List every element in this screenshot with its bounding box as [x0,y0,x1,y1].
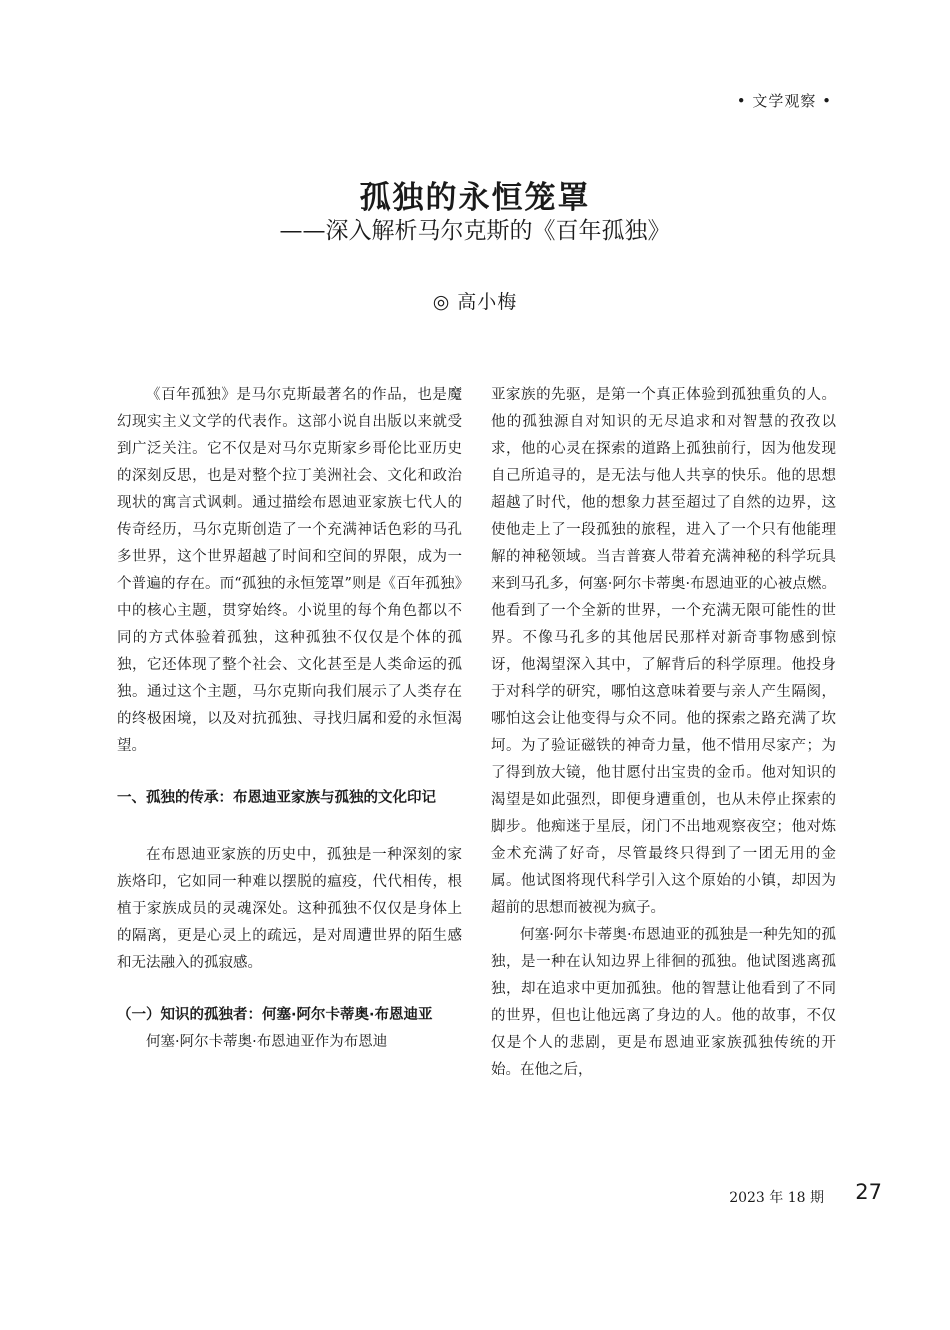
article-author: ◎ 高小梅 [432,291,518,313]
right-paragraph: 何塞·阿尔卡蒂奥·布恩迪亚的孤独是一种先知的孤独，是一种在认知边界上徘徊的孤独。他试图逃离孤独，却在追求中更加孤独。他的智慧让他看到了不同的世界，但也让他远离了身边的人。他的故事，不仅仅是个人的悲剧，更是布恩迪亚家族孤独传统的开始。在他之后， [491,927,836,1078]
intro-paragraph: 《百年孤独》是马尔克斯最著名的作品，也是魔幻现实主义文学的代表作。这部小说自出版以来就受到广泛关注。它不仅是对马尔克斯家乡哥伦比亚历史的深刻反思，也是对整个拉丁美洲社会、文化和政治现状的寓言式讽刺。通过描绘布恩迪亚家族七代人的传奇经历，马尔克斯创造了一个充满神话色彩的马孔多世界，这个世界超越了时间和空间的界限，成为一个普遍的存在。而“孤独的永恒笼罩”则是《百年孤独》中的核心主题，贯穿始终。小说里的每个角色都以不同的方式体验着孤独，这种孤独不仅仅是个体的孤独，它还体现了整个社会、文化甚至是人类命运的孤独。通过这个主题，马尔克斯向我们展示了人类存在的终极困境，以及对抗孤独、寻找归属和爱的永恒渴望。 [117,387,462,754]
section-paragraph: 在布恩迪亚家族的历史中，孤独是一种深刻的家族烙印，它如同一种难以摆脱的瘟疫，代代相传，根植于家族成员的灵魂深处。这种孤独不仅仅是身体上的隔离，更是心灵上的疏远，是对周遭世界的陌生感和无法融入的孤寂感。 [117,847,462,971]
article-title: 孤独的永恒笼罩 [359,180,591,216]
subsection-heading: （一）知识的孤独者：何塞·阿尔卡蒂奥·布恩迪亚 [117,1007,433,1023]
section-heading: 一、孤独的传承：布恩迪亚家族与孤独的文化印记 [117,790,436,806]
issue-label: 2023 年 18 期 [729,1190,824,1206]
continued-paragraph: 亚家族的先驱，是第一个真正体验到孤独重负的人。他的孤独源自对知识的无尽追求和对智慧的孜孜以求，他的心灵在探索的道路上孤独前行，因为他发现自己所追寻的，是无法与他人共享的快乐。他的思想超越了时代，他的想象力甚至超过了自然的边界，这使他走上了一段孤独的旅程，进入了一个只有他能理解的神秘领域。当吉普赛人带着充满神秘的科学玩具来到马孔多，何塞·阿尔卡蒂奥·布恩迪亚的心被点燃。他看到了一个全新的世界，一个充满无限可能性的世界。不像马孔多的其他居民那样对新奇事物感到惊讶，他渴望深入其中，了解背后的科学原理。他投身于对科学的研究，哪怕这意味着要与亲人产生隔阂，哪怕这会让他变得与众不同。他的探索之路充满了坎坷。为了验证磁铁的神奇力量，他不惜用尽家产；为了得到放大镜，他甘愿付出宝贵的金币。他对知识的渴望是如此强烈，即便身遭重创，也从未停止探索的脚步。他痴迷于星辰，闭门不出地观察夜空；他对炼金术充满了好奇，尽管最终只得到了一团无用的金属。他试图将现代科学引入这个原始的小镇，却因为超前的思想而被视为疯子。 [491,387,836,916]
article-subtitle: ——深入解析马尔克斯的《百年孤独》 [279,218,671,244]
left-column [117,382,462,1056]
subsection-paragraph-start: 何塞·阿尔卡蒂奥·布恩迪亚作为布恩迪 [146,1034,388,1050]
page-number: 27 [855,1180,882,1204]
column-tag: • 文学观察 • [736,92,832,110]
right-column [491,382,836,1084]
